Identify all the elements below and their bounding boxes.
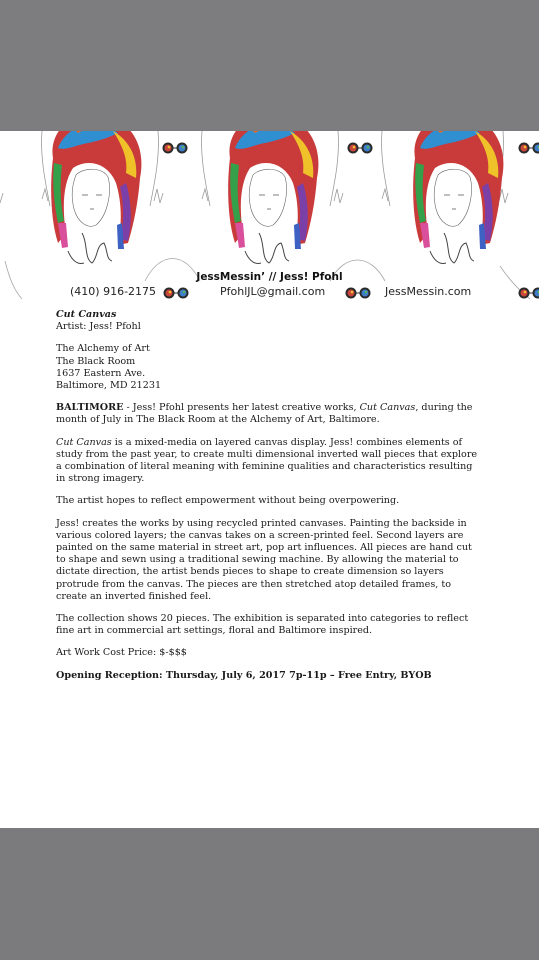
- venue-address: [56, 343, 480, 392]
- paragraph-description: [56, 437, 480, 486]
- venue-line: The Alchemy of Art: [56, 343, 150, 355]
- description-title: Cut Canvas: [56, 436, 112, 448]
- paragraph-process: Jess! creates the works by using recycled printed canvases. Painting the backside in various colored layers; the canvas takes on a screen-printed feel. Second layers are painted on the same material in street art, pop art influences. All pieces are hand cut to shape and sewn using a traditional sewing machine. By allowing the material to dictate direction, the artist bends pieces to shape to create dimension so layers protrude from the canvas. The pieces are then stretched atop detailed frames, to create an inverted finished feel.: [56, 517, 472, 602]
- intro-text: - Jess! Pfohl presents her latest creative works,: [123, 402, 360, 414]
- price-line: Art Work Cost Price: $-$$$: [56, 647, 187, 659]
- dateline: BALTIMORE: [56, 402, 124, 414]
- opening-reception: Opening Reception: Thursday, July 6, 2017 7p-11p – Free Entry, BYOB: [56, 669, 432, 681]
- press-release-body: [56, 309, 480, 692]
- background-bottom: [0, 829, 539, 960]
- header-phone: (410) 916-2175: [70, 285, 157, 298]
- document-page: [0, 131, 539, 828]
- venue-line: Baltimore, MD 21231: [56, 380, 162, 392]
- intro-text-end: , during the month of July in The Black Room at the Alchemy of Art, Baltimore.: [56, 402, 473, 426]
- header-website: JessMessin.com: [385, 285, 472, 298]
- background-top: [0, 0, 539, 130]
- venue-line: The Black Room: [56, 355, 136, 367]
- artist-line: Artist: Jess! Pfohl: [56, 321, 141, 333]
- paragraph-empowerment: The artist hopes to reflect empowerment without being overpowering.: [56, 495, 400, 507]
- header-title: JessMessin’ // Jess! Pfohl: [196, 271, 343, 283]
- header-email: PfohlJL@gmail.com: [220, 285, 326, 298]
- header-banner: [0, 131, 539, 303]
- exhibition-title: Cut Canvas: [56, 309, 117, 320]
- description-text: is a mixed-media on layered canvas display. Jess! combines elements of study from the past year, to create multi dimensional inverted wall pieces that explore a combination of literal meaning with feminine qualities and characteristics resulting in strong imagery.: [56, 436, 478, 485]
- intro-title: Cut Canvas: [359, 402, 416, 414]
- paragraph-collection: The collection shows 20 pieces. The exhibition is separated into categories to reflect fine art in commercial art settings, floral and Baltimore inspired.: [56, 613, 469, 637]
- venue-line: 1637 Eastern Ave.: [56, 367, 146, 379]
- paragraph-intro: [56, 402, 480, 426]
